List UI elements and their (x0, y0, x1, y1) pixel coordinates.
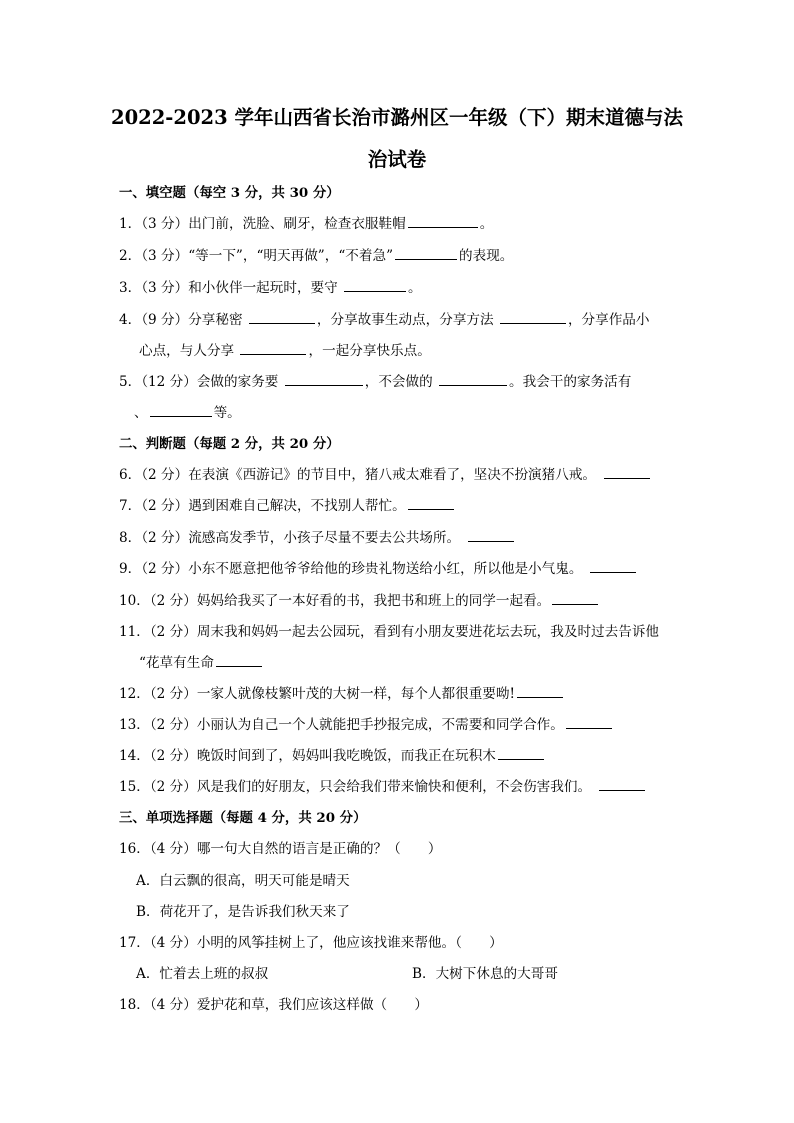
question-16-option-a[interactable]: A．白云飘的很高，明天可能是晴天 (136, 873, 350, 889)
question-10: 10．（2 分）妈妈给我买了一本好看的书，我把书和班上的同学一起看。 (119, 595, 600, 609)
answer-blank[interactable] (604, 477, 650, 479)
answer-blank[interactable] (500, 322, 566, 324)
answer-blank[interactable] (517, 696, 563, 698)
section-fill-in: 一、填空题（每空 3 分，共 30 分） (119, 185, 340, 201)
question-16: 16．（4 分）哪一句大自然的语言是正确的？（ ） (119, 841, 442, 857)
answer-blank[interactable] (150, 415, 212, 417)
answer-blank[interactable] (216, 665, 262, 667)
question-3: 3．（3 分）和小伙伴一起玩时，要守 。 (119, 280, 422, 296)
question-6: 6．（2 分）在表演《西游记》的节目中，猪八戒太难看了，坚决不扮演猪八戒。 (119, 469, 652, 483)
exam-title-line2: 治试卷 (367, 148, 427, 171)
question-18: 18．（4 分）爱护花和草，我们应该这样做（ ） (119, 997, 428, 1013)
section-single-choice: 三、单项选择题（每题 4 分，共 20 分） (119, 810, 367, 826)
answer-blank[interactable] (599, 789, 645, 791)
exam-title-line1: 2022-2023 学年山西省长治市潞州区一年级（下）期末道德与法 (111, 106, 683, 129)
answer-blank[interactable] (408, 508, 454, 510)
question-17: 17．（4 分）小明的风筝挂树上了，他应该找谁来帮他。（ ） (119, 935, 503, 951)
answer-blank[interactable] (395, 258, 457, 260)
section-true-false: 二、判断题（每题 2 分，共 20 分） (119, 436, 340, 452)
answer-blank[interactable] (590, 571, 636, 573)
question-4: 4．（9 分）分享秘密 ，分享故事生动点，分享方法 ，分享作品小 (119, 312, 650, 328)
answer-blank[interactable] (240, 353, 306, 355)
question-8: 8．（2 分）流感高发季节，小孩子尽量不要去公共场所。 (119, 532, 516, 546)
question-17-option-b[interactable]: B．大树下休息的大哥哥 (412, 966, 558, 982)
question-7: 7．（2 分）遇到困难自己解决，不找别人帮忙。 (119, 500, 456, 514)
question-5-cont: 、 等。 (134, 405, 241, 421)
question-11: 11．（2 分）周末我和妈妈一起去公园玩，看到有小朋友要进花坛去玩，我及时过去告诉他 (119, 624, 660, 640)
question-13: 13．（2 分）小丽认为自己一个人就能把手抄报完成，不需要和同学合作。 (119, 719, 614, 733)
question-1: 1．（3 分）出门前，洗脸、刷牙，检查衣服鞋帽 。 (119, 216, 494, 232)
question-2: 2．（3 分）“等一下”，“明天再做”，“不着急” 的表现。 (119, 248, 514, 264)
question-17-option-a[interactable]: A．忙着去上班的叔叔 (136, 966, 269, 982)
question-11-cont: “花草有生命 (139, 657, 264, 671)
question-9: 9．（2 分）小东不愿意把他爷爷给他的珍贵礼物送给小红，所以他是小气鬼。 (119, 563, 638, 577)
question-15: 15．（2 分）风是我们的好朋友，只会给我们带来愉快和便利，不会伤害我们。 (119, 781, 647, 795)
question-5: 5．（12 分）会做的家务要 ，不会做的 。我会干的家务活有 (119, 374, 632, 390)
answer-blank[interactable] (408, 226, 478, 228)
answer-blank[interactable] (498, 758, 544, 760)
question-14: 14．（2 分）晚饭时间到了，妈妈叫我吃晚饭，而我正在玩积木 (119, 750, 546, 764)
question-4-cont: 心点，与人分享 ，一起分享快乐点。 (139, 343, 431, 359)
answer-blank[interactable] (439, 384, 507, 386)
answer-blank[interactable] (566, 727, 612, 729)
answer-blank[interactable] (344, 290, 406, 292)
answer-blank[interactable] (468, 540, 514, 542)
answer-blank[interactable] (285, 384, 363, 386)
question-12: 12．（2 分）一家人就像枝繁叶茂的大树一样，每个人都很重要呦! (119, 688, 565, 702)
answer-blank[interactable] (249, 322, 315, 324)
answer-blank[interactable] (552, 603, 598, 605)
question-16-option-b[interactable]: B．荷花开了，是告诉我们秋天来了 (136, 904, 350, 920)
